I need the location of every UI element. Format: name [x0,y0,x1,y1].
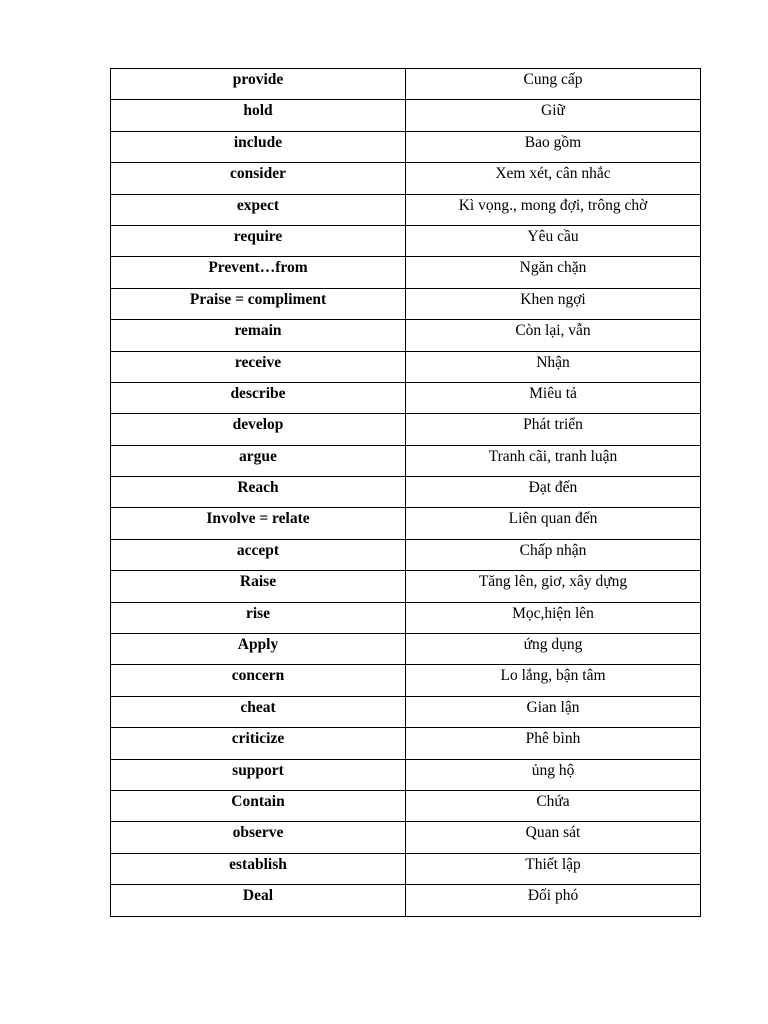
vietnamese-meaning-cell: Tăng lên, giơ, xây dựng [406,571,701,602]
english-word-cell: argue [111,445,406,476]
english-word-cell: observe [111,822,406,853]
table-row [111,539,701,570]
english-word-cell: cheat [111,696,406,727]
table-row [111,602,701,633]
english-word-cell: remain [111,320,406,351]
vietnamese-meaning-cell: Miêu tả [406,382,701,413]
table-row [111,288,701,319]
english-word-cell: rise [111,602,406,633]
vietnamese-meaning-cell: Mọc,hiện lên [406,602,701,633]
vietnamese-meaning-cell: Gian lận [406,696,701,727]
english-word-cell: criticize [111,728,406,759]
english-word-cell: develop [111,414,406,445]
english-word-cell: concern [111,665,406,696]
table-row [111,257,701,288]
english-word-cell: describe [111,382,406,413]
vietnamese-meaning-cell: Bao gồm [406,131,701,162]
vietnamese-meaning-cell: Phê bình [406,728,701,759]
table-row [111,445,701,476]
english-word-cell: provide [111,69,406,100]
vietnamese-meaning-cell: Chấp nhận [406,539,701,570]
vietnamese-meaning-cell: Kì vọng., mong đợi, trông chờ [406,194,701,225]
english-word-cell: Praise = compliment [111,288,406,319]
table-row [111,414,701,445]
vietnamese-meaning-cell: Yêu cầu [406,225,701,256]
vocabulary-table [110,68,701,917]
table-row [111,790,701,821]
table-row [111,163,701,194]
vietnamese-meaning-cell: Xem xét, cân nhắc [406,163,701,194]
vietnamese-meaning-cell: Tranh cãi, tranh luận [406,445,701,476]
english-word-cell: Contain [111,790,406,821]
table-row [111,194,701,225]
english-word-cell: Raise [111,571,406,602]
table-row [111,665,701,696]
vietnamese-meaning-cell: Khen ngợi [406,288,701,319]
table-row [111,131,701,162]
table-row [111,759,701,790]
vietnamese-meaning-cell: ủng hộ [406,759,701,790]
vietnamese-meaning-cell: Đối phó [406,885,701,916]
english-word-cell: Deal [111,885,406,916]
english-word-cell: consider [111,163,406,194]
english-word-cell: Prevent…from [111,257,406,288]
table-row [111,508,701,539]
table-row [111,885,701,916]
english-word-cell: include [111,131,406,162]
english-word-cell: Apply [111,634,406,665]
vietnamese-meaning-cell: Liên quan đến [406,508,701,539]
vietnamese-meaning-cell: Phát triển [406,414,701,445]
table-row [111,382,701,413]
table-row [111,634,701,665]
table-row [111,320,701,351]
vocabulary-table-body [111,69,701,917]
table-row [111,728,701,759]
vietnamese-meaning-cell: Còn lại, vẫn [406,320,701,351]
table-row [111,477,701,508]
english-word-cell: hold [111,100,406,131]
english-word-cell: support [111,759,406,790]
vietnamese-meaning-cell: Lo lắng, bận tâm [406,665,701,696]
vietnamese-meaning-cell: Ngăn chặn [406,257,701,288]
vietnamese-meaning-cell: Nhận [406,351,701,382]
table-row [111,571,701,602]
english-word-cell: establish [111,853,406,884]
vietnamese-meaning-cell: Đạt đến [406,477,701,508]
table-row [111,225,701,256]
vietnamese-meaning-cell: Giữ [406,100,701,131]
english-word-cell: expect [111,194,406,225]
vietnamese-meaning-cell: ứng dụng [406,634,701,665]
table-row [111,696,701,727]
english-word-cell: Involve = relate [111,508,406,539]
table-row [111,822,701,853]
vietnamese-meaning-cell: Quan sát [406,822,701,853]
vietnamese-meaning-cell: Thiết lập [406,853,701,884]
vietnamese-meaning-cell: Chứa [406,790,701,821]
english-word-cell: accept [111,539,406,570]
table-row [111,69,701,100]
vietnamese-meaning-cell: Cung cấp [406,69,701,100]
table-row [111,351,701,382]
english-word-cell: Reach [111,477,406,508]
table-row [111,100,701,131]
table-row [111,853,701,884]
english-word-cell: require [111,225,406,256]
english-word-cell: receive [111,351,406,382]
